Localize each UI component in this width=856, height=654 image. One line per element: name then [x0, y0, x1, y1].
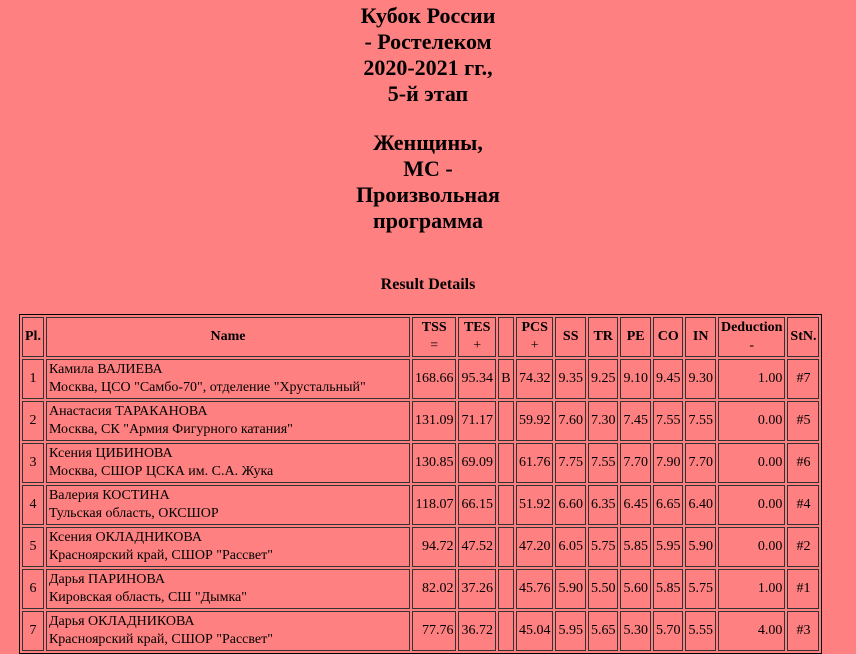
col-pcs: PCS + [516, 317, 554, 357]
col-pl: Pl. [22, 317, 44, 357]
cell-in: 7.55 [685, 401, 716, 441]
cell-bonus [498, 485, 514, 525]
cell-tss: 118.07 [412, 485, 457, 525]
skater-name: Камила ВАЛИЕВА [48, 362, 163, 377]
skater-club: Москва, СШОР ЦСКА им. С.А. Жука [48, 464, 274, 479]
table-row [22, 443, 819, 483]
cell-pe: 5.85 [620, 527, 651, 567]
cell-deduction: 0.00 [718, 527, 785, 567]
cell-stn: #6 [787, 443, 819, 483]
cell-name [46, 527, 410, 567]
cell-tr: 5.75 [588, 527, 619, 567]
cell-co: 9.45 [653, 359, 684, 399]
cell-ss: 5.95 [555, 611, 586, 651]
cell-pl: 3 [22, 443, 44, 483]
cell-stn: #4 [787, 485, 819, 525]
skater-club: Москва, СК "Армия Фигурного катания" [48, 422, 293, 437]
cell-name [46, 401, 410, 441]
cell-pcs: 59.92 [516, 401, 554, 441]
results-table [19, 314, 822, 654]
cell-pl: 4 [22, 485, 44, 525]
event-title [0, 0, 856, 295]
skater-name: Дарья ПАРИНОВА [48, 572, 165, 587]
category-line: программа [373, 208, 483, 233]
cell-co: 6.65 [653, 485, 684, 525]
cell-deduction: 0.00 [718, 401, 785, 441]
cell-tes: 37.26 [458, 569, 496, 609]
cell-co: 5.95 [653, 527, 684, 567]
cell-tss: 168.66 [412, 359, 457, 399]
cell-tss: 82.02 [412, 569, 457, 609]
cell-co: 5.85 [653, 569, 684, 609]
cell-in: 9.30 [685, 359, 716, 399]
cell-pcs: 61.76 [516, 443, 554, 483]
cell-name [46, 359, 410, 399]
cell-tr: 7.55 [588, 443, 619, 483]
cell-tes: 66.15 [458, 485, 496, 525]
skater-club: Красноярский край, СШОР "Рассвет" [48, 632, 273, 647]
cell-pcs: 45.04 [516, 611, 554, 651]
title-line: - Ростелеком [364, 29, 492, 54]
cell-tes: 69.09 [458, 443, 496, 483]
cell-name [46, 443, 410, 483]
skater-club: Кировская область, СШ "Дымка" [48, 590, 247, 605]
cell-pl: 2 [22, 401, 44, 441]
cell-tes: 36.72 [458, 611, 496, 651]
table-row [22, 527, 819, 567]
cell-in: 7.70 [685, 443, 716, 483]
category-line: Произвольная [356, 182, 500, 207]
cell-tr: 5.65 [588, 611, 619, 651]
cell-pcs: 45.76 [516, 569, 554, 609]
header-row [22, 317, 819, 357]
col-pe: PE [620, 317, 651, 357]
table-row [22, 359, 819, 399]
cell-bonus: B [498, 359, 514, 399]
col-tr: TR [588, 317, 619, 357]
cell-deduction: 0.00 [718, 443, 785, 483]
table-row [22, 485, 819, 525]
col-ss: SS [555, 317, 586, 357]
cell-tss: 130.85 [412, 443, 457, 483]
cell-pl: 5 [22, 527, 44, 567]
cell-pl: 1 [22, 359, 44, 399]
skater-club: Тульская область, ОКСШОР [48, 506, 219, 521]
cell-in: 5.90 [685, 527, 716, 567]
cell-ss: 6.05 [555, 527, 586, 567]
skater-name: Ксения ЦИБИНОВА [48, 446, 173, 461]
cell-name [46, 569, 410, 609]
cell-in: 5.55 [685, 611, 716, 651]
cell-bonus [498, 611, 514, 651]
cell-pe: 6.45 [620, 485, 651, 525]
cell-tr: 9.25 [588, 359, 619, 399]
cell-ss: 6.60 [555, 485, 586, 525]
table-row [22, 569, 819, 609]
cell-pe: 7.45 [620, 401, 651, 441]
cell-pe: 5.60 [620, 569, 651, 609]
col-name: Name [46, 317, 410, 357]
category-title-block [0, 107, 856, 234]
cell-deduction: 0.00 [718, 485, 785, 525]
cell-name [46, 485, 410, 525]
table-row [22, 611, 819, 651]
skater-name: Дарья ОКЛАДНИКОВА [48, 614, 195, 629]
cell-stn: #1 [787, 569, 819, 609]
cell-stn: #2 [787, 527, 819, 567]
cell-deduction: 4.00 [718, 611, 785, 651]
cell-ss: 9.35 [555, 359, 586, 399]
skater-name: Валерия КОСТИНА [48, 488, 170, 503]
cell-tr: 5.50 [588, 569, 619, 609]
cell-deduction: 1.00 [718, 359, 785, 399]
cell-tes: 47.52 [458, 527, 496, 567]
cell-in: 6.40 [685, 485, 716, 525]
title-line: Кубок России [360, 3, 496, 28]
event-title-block [0, 0, 856, 107]
cell-tr: 6.35 [588, 485, 619, 525]
category-line: МС - [403, 156, 453, 181]
col-bonus [498, 317, 514, 357]
cell-stn: #5 [787, 401, 819, 441]
title-line: 2020-2021 гг., [363, 55, 493, 80]
skater-name: Ксения ОКЛАДНИКОВА [48, 530, 202, 545]
cell-tr: 7.30 [588, 401, 619, 441]
col-co: CO [653, 317, 684, 357]
cell-pcs: 74.32 [516, 359, 554, 399]
col-tss: TSS = [412, 317, 457, 357]
cell-ss: 7.75 [555, 443, 586, 483]
col-stn: StN. [787, 317, 819, 357]
cell-co: 5.70 [653, 611, 684, 651]
cell-tes: 71.17 [458, 401, 496, 441]
cell-pl: 6 [22, 569, 44, 609]
cell-co: 7.55 [653, 401, 684, 441]
col-tes: TES + [458, 317, 496, 357]
cell-stn: #7 [787, 359, 819, 399]
col-in: IN [685, 317, 716, 357]
cell-deduction: 1.00 [718, 569, 785, 609]
cell-tss: 77.76 [412, 611, 457, 651]
cell-stn: #3 [787, 611, 819, 651]
cell-co: 7.90 [653, 443, 684, 483]
skater-name: Анастасия ТАРАКАНОВА [48, 404, 208, 419]
cell-bonus [498, 527, 514, 567]
cell-bonus [498, 401, 514, 441]
table-row [22, 401, 819, 441]
cell-name [46, 611, 410, 651]
cell-tss: 94.72 [412, 527, 457, 567]
cell-pe: 9.10 [620, 359, 651, 399]
cell-pcs: 51.92 [516, 485, 554, 525]
cell-pe: 5.30 [620, 611, 651, 651]
cell-ss: 5.90 [555, 569, 586, 609]
skater-club: Красноярский край, СШОР "Рассвет" [48, 548, 273, 563]
title-line: 5-й этап [387, 81, 469, 106]
cell-bonus [498, 443, 514, 483]
cell-pcs: 47.20 [516, 527, 554, 567]
cell-pl: 7 [22, 611, 44, 651]
skater-club: Москва, ЦСО "Самбо-70", отделение "Хрустальный" [48, 380, 366, 395]
cell-bonus [498, 569, 514, 609]
section-heading: Result Details [380, 276, 476, 293]
cell-tss: 131.09 [412, 401, 457, 441]
cell-in: 5.75 [685, 569, 716, 609]
category-line: Женщины, [373, 130, 483, 155]
col-deduction: Deduction - [718, 317, 785, 357]
cell-tes: 95.34 [458, 359, 496, 399]
cell-ss: 7.60 [555, 401, 586, 441]
cell-pe: 7.70 [620, 443, 651, 483]
